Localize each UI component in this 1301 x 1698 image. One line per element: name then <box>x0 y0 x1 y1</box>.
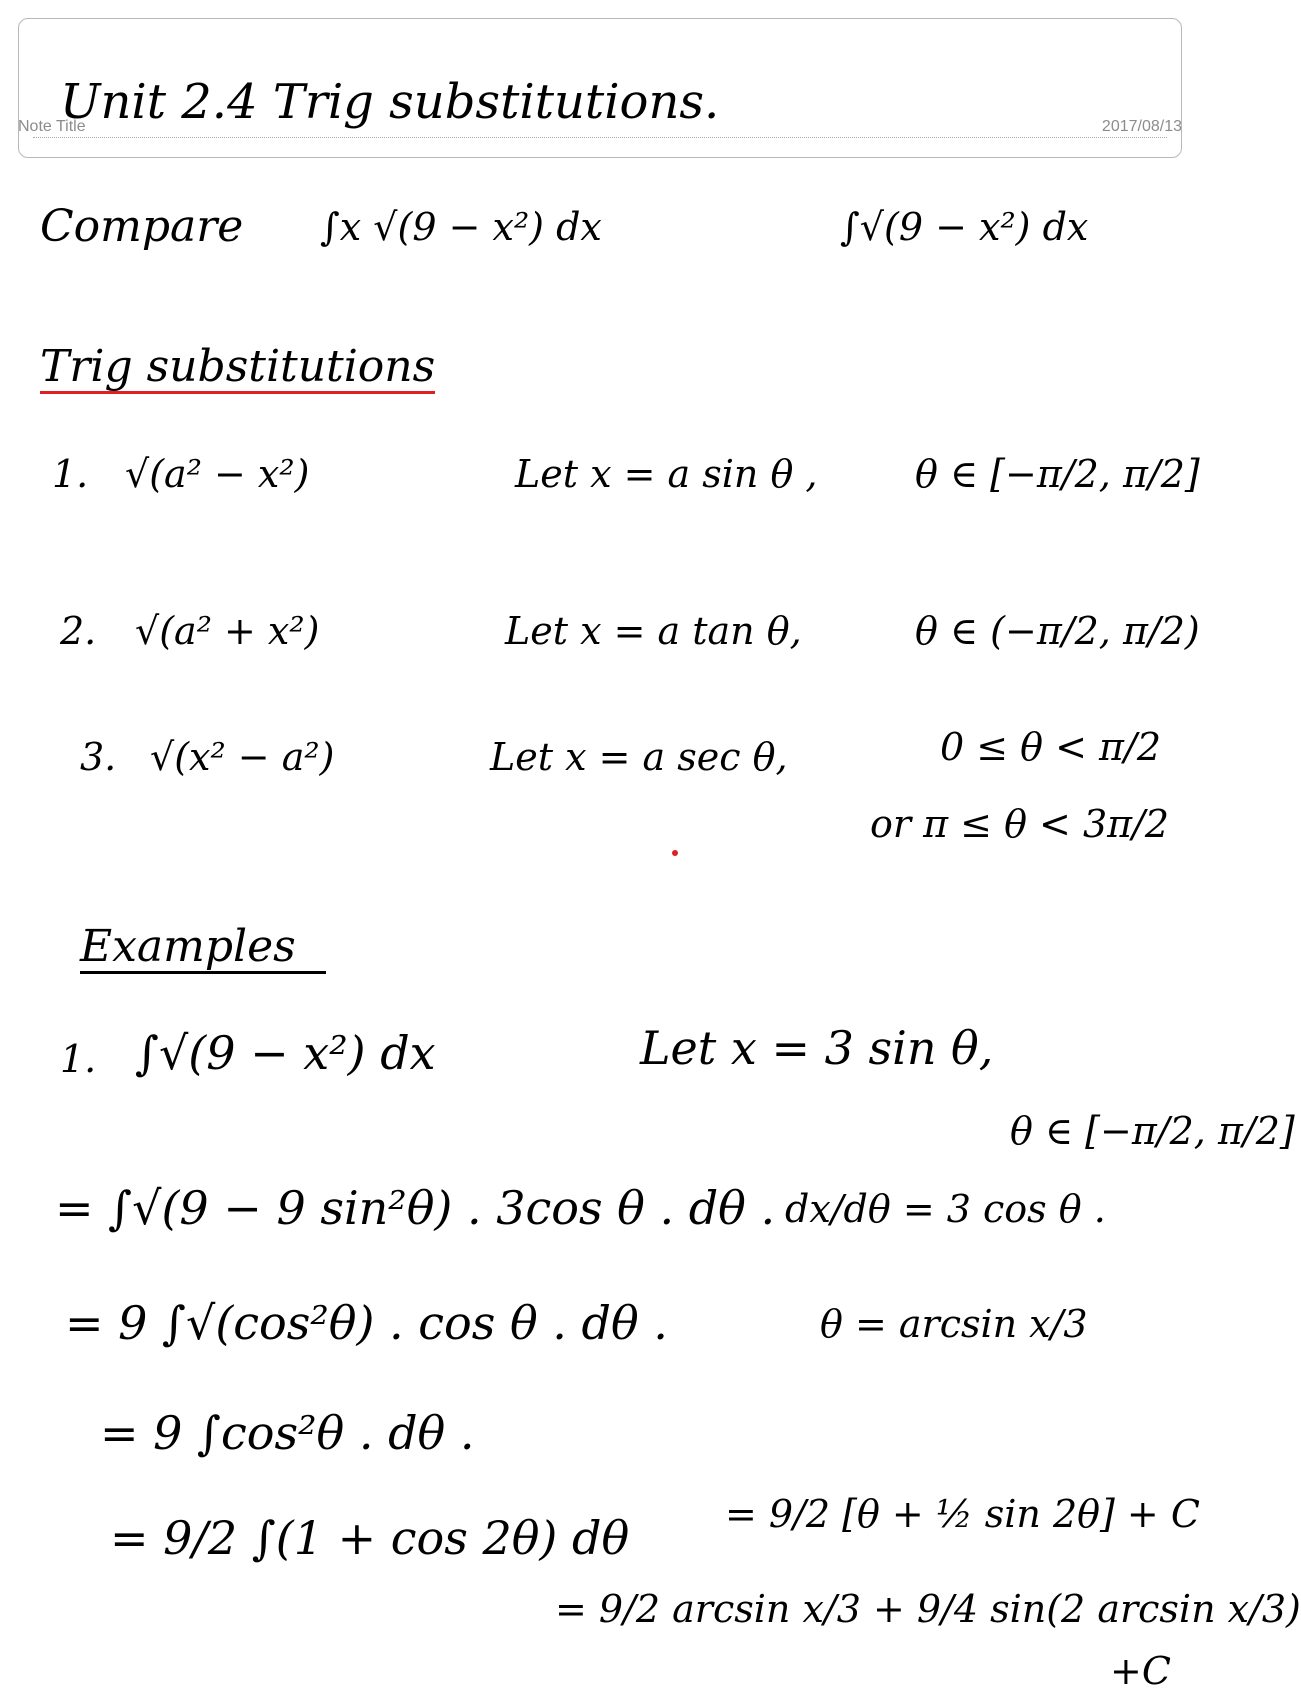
step-2: = 9 ∫√(cos²θ) . cos θ . dθ . <box>65 1296 668 1350</box>
note-date: 2017/08/13 <box>1101 118 1182 135</box>
constant-c: +C <box>1110 1649 1171 1693</box>
title-divider <box>33 137 1167 138</box>
sub-1-domain: θ ∈ [−π/2, π/2] <box>915 452 1200 496</box>
compare-word: Compare <box>40 201 244 252</box>
compare-integral-2: ∫√(9 − x²) dx <box>840 205 1089 249</box>
theta-arcsin: θ = arcsin x/3 <box>820 1302 1088 1346</box>
red-dot-mark <box>672 850 678 856</box>
derivative-dx-dtheta: dx/dθ = 3 cos θ . <box>785 1187 1106 1231</box>
example-1-number: 1. <box>60 1037 97 1081</box>
step-4: = 9/2 ∫(1 + cos 2θ) dθ <box>110 1511 630 1565</box>
sub-2-domain: θ ∈ (−π/2, π/2) <box>915 609 1200 653</box>
examples-heading: Examples <box>80 925 326 974</box>
sub-2-substitution: Let x = a tan θ, <box>505 609 802 653</box>
note-title: Unit 2.4 Trig substitutions. <box>60 74 720 130</box>
compare-integral-1: ∫x √(9 − x²) dx <box>320 205 602 249</box>
example-1-domain: θ ∈ [−π/2, π/2] <box>1010 1109 1295 1153</box>
sub-3-substitution: Let x = a sec θ, <box>490 735 788 779</box>
note-title-label: Note Title <box>18 118 86 135</box>
sub-2-expression: √(a² + x²) <box>135 609 320 653</box>
sub-3-domain: 0 ≤ θ < π/2 <box>940 725 1162 769</box>
sub-1-number: 1. <box>52 452 89 496</box>
example-1-integral: ∫√(9 − x²) dx <box>135 1026 436 1080</box>
example-1-let: Let x = 3 sin θ, <box>640 1021 994 1075</box>
step-4-bracket: = 9/2 [θ + ½ sin 2θ] + C <box>725 1492 1200 1536</box>
sub-3-number: 3. <box>80 735 117 779</box>
step-3: = 9 ∫cos²θ . dθ . <box>100 1406 475 1460</box>
sub-2-number: 2. <box>60 609 97 653</box>
step-5: = 9/2 arcsin x/3 + 9/4 sin(2 arcsin x/3) <box>555 1587 1301 1631</box>
sub-3-domain-alt: or π ≤ θ < 3π/2 <box>870 802 1170 846</box>
sub-1-expression: √(a² − x²) <box>125 452 310 496</box>
trig-subs-heading: Trig substitutions <box>40 341 436 392</box>
sub-3-expression: √(x² − a²) <box>150 735 335 779</box>
sub-1-substitution: Let x = a sin θ , <box>515 452 818 496</box>
step-1: = ∫√(9 − 9 sin²θ) . 3cos θ . dθ . <box>55 1181 776 1235</box>
